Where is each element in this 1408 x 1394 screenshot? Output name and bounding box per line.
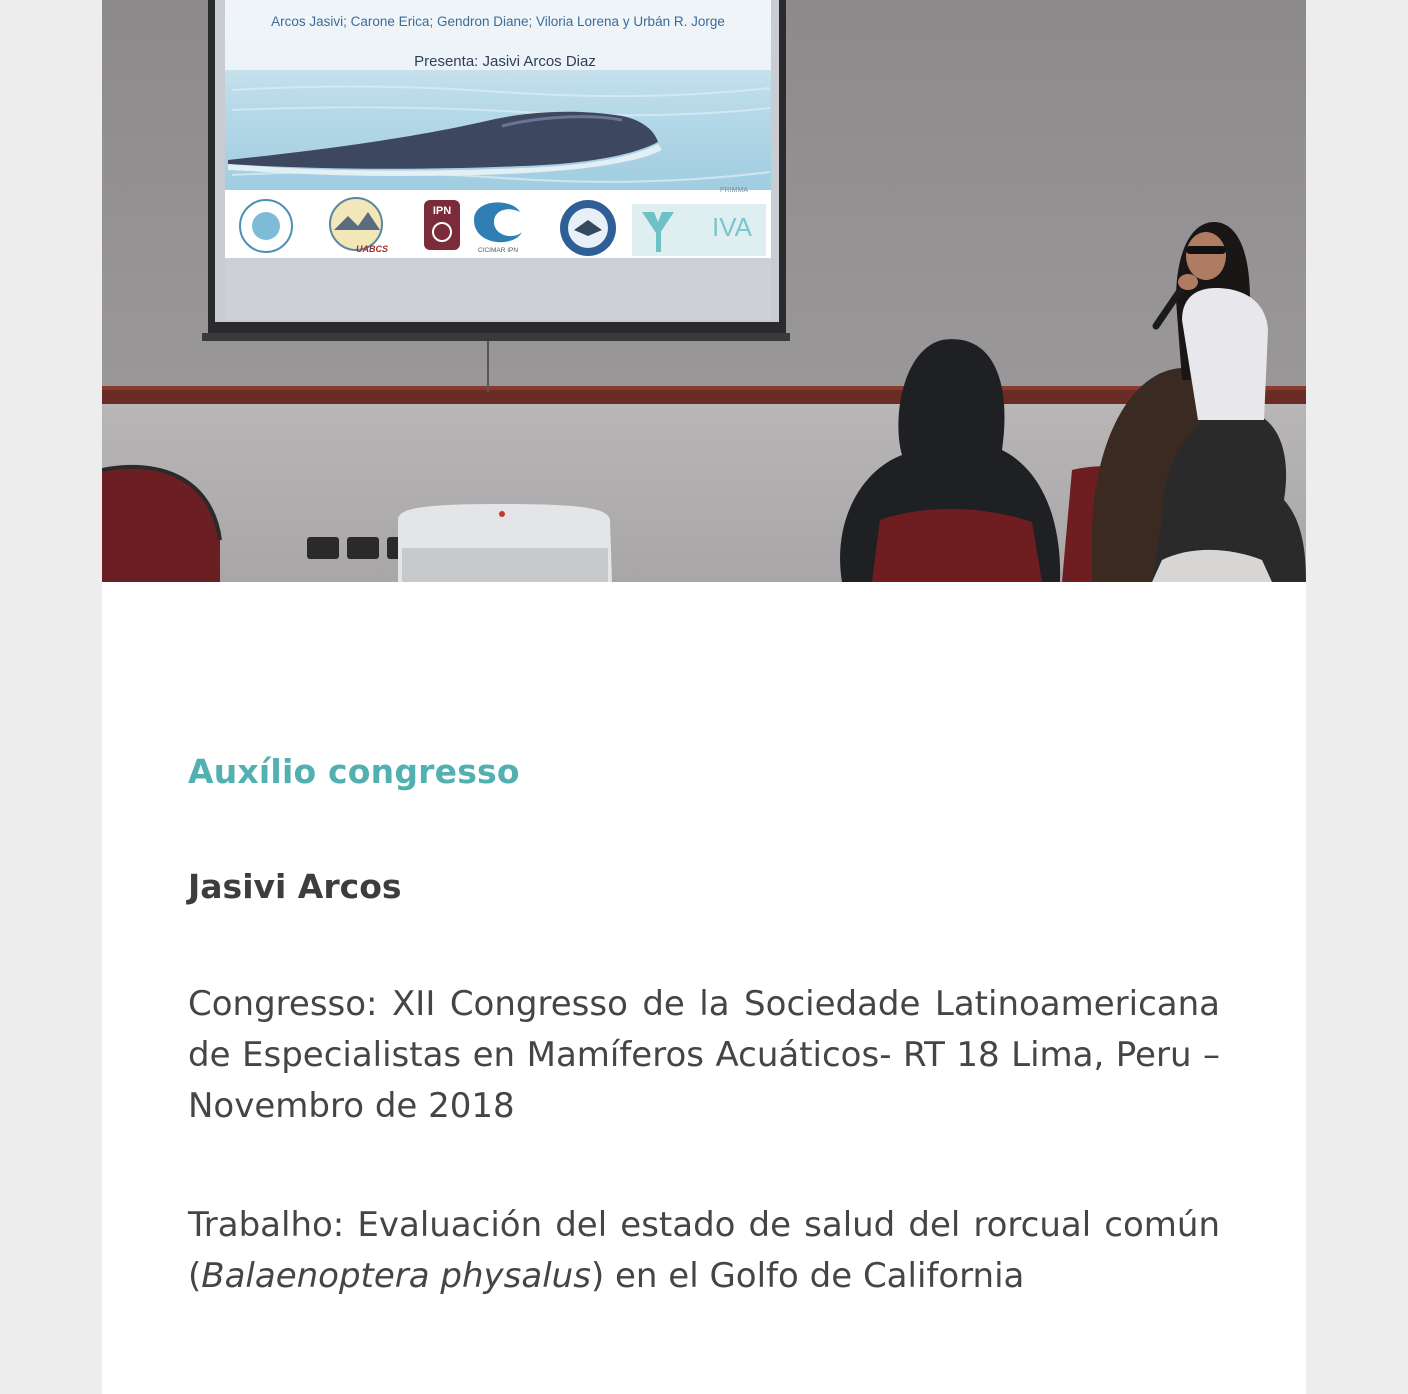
work-text-after: ) en el Golfo de California: [590, 1256, 1025, 1296]
slide-credit: PRIMMA: [720, 187, 748, 194]
person-name: Jasivi Arcos: [188, 867, 402, 906]
projector: [398, 504, 612, 582]
work-label: Trabalho:: [188, 1205, 345, 1245]
article-page: [102, 0, 1306, 1394]
congress-paragraph: [188, 979, 1220, 1132]
work-text-before: Evaluación del estado de salud del rorcual común (: [188, 1205, 1220, 1296]
work-paragraph: [188, 1200, 1220, 1302]
species-name: Balaenoptera physalus: [201, 1256, 591, 1296]
svg-text:UABCS: UABCS: [355, 244, 389, 254]
svg-text:CICIMAR IPN: CICIMAR IPN: [477, 247, 519, 254]
section-title: Auxílio congresso: [188, 752, 520, 791]
slide-authors: Arcos Jasivi; Carone Erica; Gendron Diane; Viloria Lorena y Urbán R. Jorge: [271, 14, 725, 29]
svg-text:IPN: IPN: [432, 205, 452, 217]
conference-photo: [102, 0, 1306, 582]
svg-text:IVA: IVA: [712, 212, 752, 242]
congress-label: Congresso:: [188, 984, 378, 1024]
congress-text: XII Congresso de la Sociedade Latinoamericana de Especialistas en Mamíferos Acuáticos- RT 18 Lima, Peru – Novembro de 2018: [188, 984, 1220, 1126]
slide-presenter: Presenta: Jasivi Arcos Diaz: [414, 53, 596, 70]
